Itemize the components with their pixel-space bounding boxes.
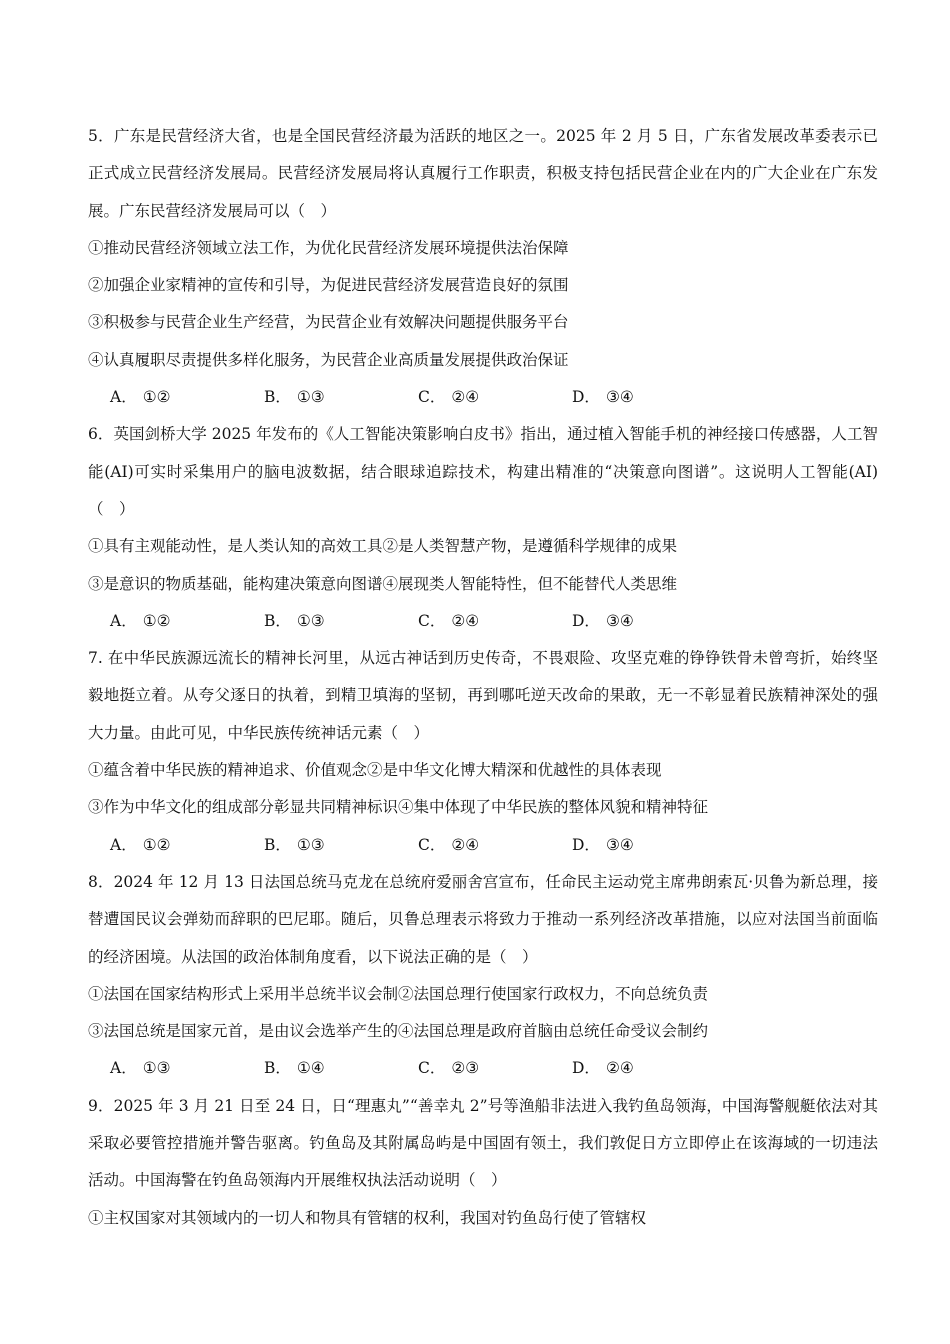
option-c[interactable] [418, 1050, 572, 1087]
option-a[interactable] [110, 603, 264, 640]
option-d[interactable] [572, 1050, 726, 1087]
question-stem: 5．广东是民营经济大省，也是全国民营经济最为活跃的地区之一。2025 年 2 月 5 日，广东省发展改革委表示已正式成立民营经济发展局。民营经济发展局将认真履行工作职责，积极支持包括民营企业在内的广大企业在广东发展。广东民营经济发展局可以（ ） [88, 127, 878, 220]
exam-page [88, 118, 878, 1237]
statement-pair-2: ③法国总统是国家元首，是由议会选举产生的④法国总理是政府首脑由总统任命受议会制约 [88, 1022, 709, 1041]
option-value: ②③ [451, 1059, 480, 1078]
option-d[interactable] [572, 827, 726, 864]
option-value: ②④ [451, 388, 480, 407]
statement-pair-2: ③是意识的物质基础，能构建决策意向图谱④展现类人智能特性，但不能替代人类思维 [88, 574, 678, 593]
option-value: ①④ [296, 1059, 325, 1078]
option-value: ②④ [451, 835, 480, 854]
option-value: ③④ [605, 388, 634, 407]
option-b[interactable] [264, 603, 418, 640]
option-value: ①③ [296, 611, 325, 630]
question-5 [88, 118, 878, 416]
option-d[interactable] [572, 379, 726, 416]
option-label: A． [110, 388, 137, 407]
option-value: ②④ [451, 611, 480, 630]
option-d[interactable] [572, 603, 726, 640]
answer-options [88, 1050, 878, 1087]
option-label: A． [110, 611, 137, 630]
option-label: C． [418, 388, 446, 407]
option-label: C． [418, 611, 446, 630]
question-9 [88, 1088, 878, 1237]
option-value: ①② [142, 611, 171, 630]
option-label: C． [418, 835, 446, 854]
option-value: ①② [142, 388, 171, 407]
statement-pair-1: ①蕴含着中华民族的精神追求、价值观念②是中华文化博大精深和优越性的具体表现 [88, 761, 662, 780]
question-6 [88, 416, 878, 640]
option-label: A． [110, 835, 137, 854]
option-b[interactable] [264, 1050, 418, 1087]
option-label: C． [418, 1059, 446, 1078]
statement-pair-1: ①具有主观能动性，是人类认知的高效工具②是人类智慧产物，是遵循科学规律的成果 [88, 537, 678, 556]
option-label: D． [572, 835, 600, 854]
option-value: ①③ [296, 388, 325, 407]
option-label: B． [264, 835, 291, 854]
answer-options [88, 827, 878, 864]
option-b[interactable] [264, 827, 418, 864]
question-8 [88, 864, 878, 1088]
option-c[interactable] [418, 603, 572, 640]
option-label: D． [572, 388, 600, 407]
option-b[interactable] [264, 379, 418, 416]
option-label: B． [264, 611, 291, 630]
option-a[interactable] [110, 827, 264, 864]
option-value: ③④ [605, 835, 634, 854]
option-c[interactable] [418, 379, 572, 416]
option-value: ①③ [296, 835, 325, 854]
option-label: D． [572, 611, 600, 630]
option-label: A． [110, 1059, 137, 1078]
option-a[interactable] [110, 379, 264, 416]
option-label: B． [264, 388, 291, 407]
answer-options [88, 379, 878, 416]
statement-2: ②加强企业家精神的宣传和引导，为促进民营经济发展营造良好的氛围 [88, 276, 569, 295]
statement-pair-1: ①法国在国家结构形式上采用半总统半议会制②法国总理行使国家行政权力，不向总统负责 [88, 984, 709, 1003]
option-value: ②④ [605, 1059, 634, 1078]
option-value: ①③ [142, 1059, 171, 1078]
answer-options [88, 603, 878, 640]
statement-pair-2: ③作为中华文化的组成部分彰显共同精神标识④集中体现了中华民族的整体风貌和精神特征 [88, 798, 709, 817]
statement-4: ④认真履职尽责提供多样化服务，为民营企业高质量发展提供政治保证 [88, 350, 569, 369]
question-stem: 9．2025 年 3 月 21 日至 24 日，日“理惠丸”“善幸丸 2”号等渔船非法进入我钓鱼岛领海，中国海警舰艇依法对其采取必要管控措施并警告驱离。钓鱼岛及其附属岛屿是中国固有领土，我们敦促日方立即停止在该海域的一切违法活动。中国海警在钓鱼岛领海内开展维权执法活动说明（ ） [88, 1096, 878, 1190]
question-stem: 6．英国剑桥大学 2025 年发布的《人工智能决策影响白皮书》指出，通过植入智能手机的神经接口传感器，人工智能(AI)可实时采集用户的脑电波数据，结合眼球追踪技术，构建出精准的“决策意向图谱”。这说明人工智能(AI)（ ） [88, 425, 878, 518]
option-label: D． [572, 1059, 600, 1078]
statement-1: ①主权国家对其领域内的一切人和物具有管辖的权利，我国对钓鱼岛行使了管辖权 [88, 1208, 647, 1227]
option-label: B． [264, 1059, 291, 1078]
statement-1: ①推动民营经济领域立法工作，为优化民营经济发展环境提供法治保障 [88, 238, 569, 257]
statement-3: ③积极参与民营企业生产经营，为民营企业有效解决问题提供服务平台 [88, 313, 569, 332]
option-value: ①② [142, 835, 171, 854]
question-stem: 8．2024 年 12 月 13 日法国总统马克龙在总统府爱丽舍宫宣布，任命民主运动党主席弗朗索瓦·贝鲁为新总理，接替遭国民议会弹劾而辞职的巴尼耶。随后，贝鲁总理表示将致力于推动一系列经济改革措施，以应对法国当前面临的经济困境。从法国的政治体制角度看，以下说法正确的是（ ） [88, 872, 878, 966]
option-c[interactable] [418, 827, 572, 864]
option-a[interactable] [110, 1050, 264, 1087]
question-stem: 7. 在中华民族源远流长的精神长河里，从远古神话到历史传奇，不畏艰险、攻坚克难的铮铮铁骨未曾弯折，始终坚毅地挺立着。从夸父逐日的执着，到精卫填海的坚韧，再到哪吒逆天改命的果敢，无一不彰显着民族精神深处的强大力量。由此可见，中华民族传统神话元素（ ） [88, 649, 878, 742]
option-value: ③④ [605, 611, 634, 630]
question-7 [88, 640, 878, 864]
